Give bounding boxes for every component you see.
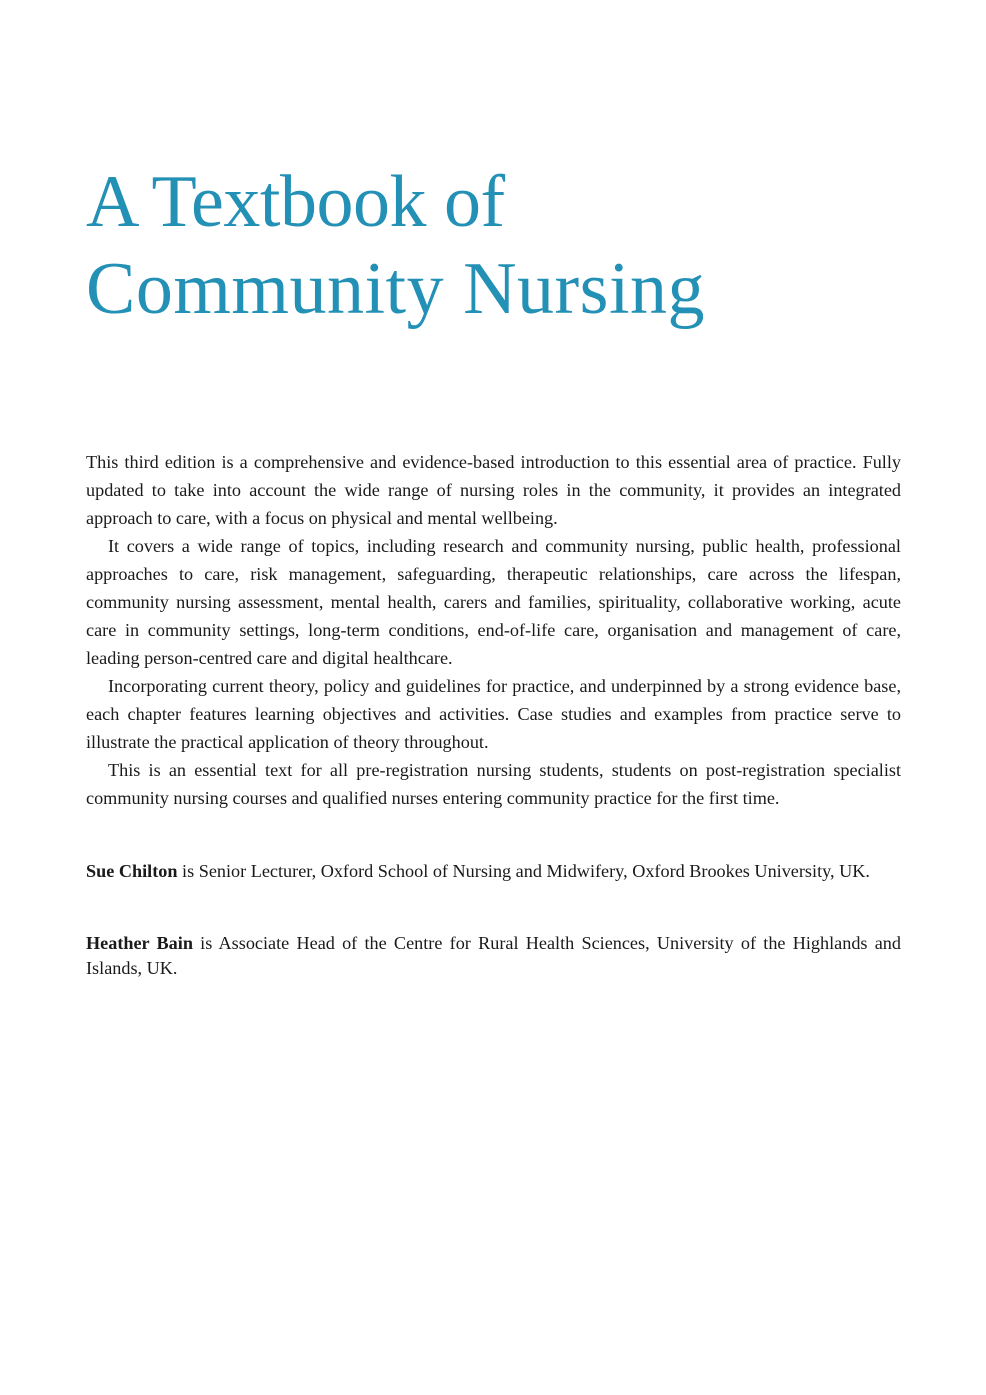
author-name-1: Sue Chilton bbox=[86, 861, 178, 881]
author-bio-text-1: is Senior Lecturer, Oxford School of Nursing and Midwifery, Oxford Brookes University, UK. bbox=[177, 861, 870, 881]
description-paragraph-1: This third edition is a comprehensive and evidence-based introduction to this essential area of practice. Fully updated to take into account the wide range of nursing roles in the community, it provides an integrated approach to care, with a focus on physical and mental wellbeing. bbox=[86, 452, 901, 528]
author-name-2: Heather Bain bbox=[86, 933, 193, 953]
book-description bbox=[86, 448, 901, 812]
author-bio-1 bbox=[86, 859, 901, 884]
description-paragraph-3: Incorporating current theory, policy and guidelines for practice, and underpinned by a strong evidence base, each chapter features learning objectives and activities. Case studies and examples from practice serve to illustrate the practical application of theory throughout. bbox=[86, 676, 901, 752]
description-paragraph-4: This is an essential text for all pre-registration nursing students, students on post-registration specialist community nursing courses and qualified nurses entering community practice for the first time. bbox=[86, 760, 901, 808]
description-paragraph-2: It covers a wide range of topics, including research and community nursing, public health, professional approaches to care, risk management, safeguarding, therapeutic relationships, care across the lifespan, community nursing assessment, mental health, carers and families, spirituality, collaborative working, acute care in community settings, long-term conditions, end-of-life care, organisation and management of care, leading person-centred care and digital healthcare. bbox=[86, 536, 901, 668]
author-bio-text-2: is Associate Head of the Centre for Rural Health Sciences, University of the Highlands and Islands, UK. bbox=[86, 933, 901, 978]
book-title-line-1: A Textbook of bbox=[86, 161, 505, 243]
book-title-line-2: Community Nursing bbox=[86, 248, 706, 330]
author-bio-2 bbox=[86, 931, 901, 981]
book-title bbox=[86, 160, 906, 334]
